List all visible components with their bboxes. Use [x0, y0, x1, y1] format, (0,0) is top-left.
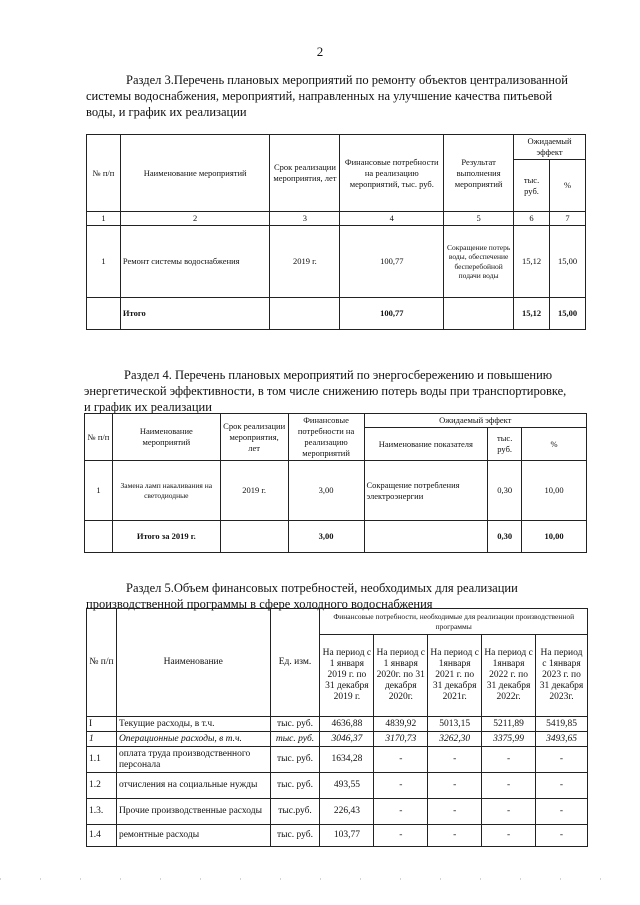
row-term: 2019 г.	[220, 461, 288, 521]
row-name: Замена ламп накаливания на светодиодные	[112, 461, 220, 521]
row-value: 3046,37	[320, 732, 374, 747]
total-label: Итого за 2019 г.	[112, 521, 220, 553]
total-row	[85, 521, 587, 553]
col-name-header: Наименование	[116, 609, 270, 717]
row-value: -	[374, 799, 428, 825]
row-num: I	[87, 717, 117, 732]
col-finance-header: Финансовые потребности на реализацию мероприятий	[288, 414, 364, 461]
row-name: Операционные расходы, в т.ч.	[116, 732, 270, 747]
row-name: Ремонт системы водоснабжения	[120, 226, 270, 298]
table-row	[87, 747, 588, 773]
row-value: -	[536, 747, 588, 773]
table-row	[87, 717, 588, 732]
row-name: оплата труда производственного персонала	[116, 747, 270, 773]
row-num: 1.1	[87, 747, 117, 773]
row-num: 1.4	[87, 825, 117, 847]
section3-heading: Раздел 3.Перечень плановых мероприятий по ремонту объектов централизованной системы водоснабжения, мероприятий, направленных на улучшение качества питьевой воды, и график их реализации	[86, 73, 568, 119]
table-row	[85, 461, 587, 521]
row-value: -	[374, 747, 428, 773]
col-term-header: Срок реализации мероприятия, лет	[270, 135, 340, 212]
colnum-cell: 3	[270, 212, 340, 226]
total-rub: 0,30	[488, 521, 522, 553]
page-number: 2	[316, 44, 324, 59]
table-row	[87, 226, 586, 298]
period-header: На период с 1января 2022 г. по 31 декабря 2022г.	[482, 635, 536, 717]
period-header: На период с 1 января 2020г. по 31 декабря 2020г.	[374, 635, 428, 717]
row-num: 1.2	[87, 773, 117, 799]
row-unit: тыс. руб.	[270, 732, 320, 747]
row-value: 226,43	[320, 799, 374, 825]
row-value: 1634,28	[320, 747, 374, 773]
row-value: 493,55	[320, 773, 374, 799]
table-row	[87, 773, 588, 799]
row-value: -	[482, 773, 536, 799]
row-value: -	[428, 825, 482, 847]
col-indicator-header: Наименование показателя	[364, 428, 488, 461]
row-num: 1	[87, 226, 121, 298]
row-value: -	[536, 799, 588, 825]
table-row	[87, 732, 588, 747]
period-header: На период с 1 января 2019 г. по 31 декабря 2019 г.	[320, 635, 374, 717]
row-unit: тыс.руб.	[270, 799, 320, 825]
total-row	[87, 298, 586, 330]
section5-table	[86, 608, 588, 847]
colnum-cell: 7	[550, 212, 586, 226]
row-finance: 100,77	[340, 226, 444, 298]
section4-table	[84, 413, 587, 553]
col-pct-header: %	[550, 160, 586, 212]
table-row	[87, 825, 588, 847]
colnum-cell: 5	[444, 212, 514, 226]
total-finance: 3,00	[288, 521, 364, 553]
col-effect-header: Ожидаемый эффект	[514, 135, 586, 160]
row-name: ремонтные расходы	[116, 825, 270, 847]
col-rub-header: тыс. руб.	[488, 428, 522, 461]
section5-heading: Раздел 5.Объем финансовых потребностей, необходимых для реализации производственной программы в сфере холодного водоснабжения	[86, 581, 518, 611]
colnum-cell: 4	[340, 212, 444, 226]
row-value: -	[536, 773, 588, 799]
row-name: Текущие расходы, в т.ч.	[116, 717, 270, 732]
row-value: -	[428, 799, 482, 825]
row-unit: тыс. руб.	[270, 825, 320, 847]
colnum-cell: 1	[87, 212, 121, 226]
row-value: 3375,99	[482, 732, 536, 747]
row-value: -	[482, 747, 536, 773]
col-effect-header: Ожидаемый эффект	[364, 414, 587, 428]
row-value: 3170,73	[374, 732, 428, 747]
total-finance: 100,77	[340, 298, 444, 330]
col-result-header: Результат выполнения мероприятий	[444, 135, 514, 212]
row-value: 4636,88	[320, 717, 374, 732]
col-term-header: Срок реализации мероприятия, лет	[220, 414, 288, 461]
row-result: Сокращение потерь воды, обеспечение бесперебойной подачи воды	[444, 226, 514, 298]
row-num: 1.3.	[87, 799, 117, 825]
row-value: -	[482, 825, 536, 847]
row-rub: 0,30	[488, 461, 522, 521]
col-num-header: № п/п	[85, 414, 113, 461]
total-pct: 15,00	[550, 298, 586, 330]
row-num: 1	[85, 461, 113, 521]
row-name: отчисления на социальные нужды	[116, 773, 270, 799]
row-value: 3493,65	[536, 732, 588, 747]
col-rub-header: тыс. руб.	[514, 160, 550, 212]
row-value: 4839,92	[374, 717, 428, 732]
total-pct: 10,00	[522, 521, 587, 553]
row-rub: 15,12	[514, 226, 550, 298]
row-unit: тыс. руб.	[270, 773, 320, 799]
colnum-cell: 6	[514, 212, 550, 226]
section3-table	[86, 134, 586, 330]
row-value: 103,77	[320, 825, 374, 847]
col-finance-header: Финансовые потребности, необходимые для реализации производственной программы	[320, 609, 588, 635]
col-num-header: № п/п	[87, 135, 121, 212]
row-unit: тыс. руб.	[270, 717, 320, 732]
total-rub: 15,12	[514, 298, 550, 330]
row-value: -	[536, 825, 588, 847]
row-value: -	[428, 747, 482, 773]
row-num: 1	[87, 732, 117, 747]
row-value: 3262,30	[428, 732, 482, 747]
row-pct: 10,00	[522, 461, 587, 521]
table-row	[87, 799, 588, 825]
scan-noise-line	[0, 878, 640, 880]
period-header: На период с 1января 2023 г. по 31 декабря 2023г.	[536, 635, 588, 717]
row-value: 5419,85	[536, 717, 588, 732]
row-term: 2019 г.	[270, 226, 340, 298]
row-value: -	[482, 799, 536, 825]
row-unit: тыс. руб.	[270, 747, 320, 773]
row-indicator: Сокращение потребления электроэнергии	[364, 461, 488, 521]
total-label: Итого	[120, 298, 270, 330]
col-name-header: Наименование мероприятий	[120, 135, 270, 212]
row-value: -	[374, 825, 428, 847]
row-value: -	[428, 773, 482, 799]
col-unit-header: Ед. изм.	[270, 609, 320, 717]
row-value: 5211,89	[482, 717, 536, 732]
row-pct: 15,00	[550, 226, 586, 298]
colnum-cell: 2	[120, 212, 270, 226]
row-value: -	[374, 773, 428, 799]
col-num-header: № п/п	[87, 609, 117, 717]
section4-heading: Раздел 4. Перечень плановых мероприятий по энергосбережению и повышению энергетической эффективности, в том числе снижению потерь воды при транспортировке, и график их реализации	[84, 368, 567, 414]
col-name-header: Наименование мероприятий	[112, 414, 220, 461]
row-value: 5013,15	[428, 717, 482, 732]
row-finance: 3,00	[288, 461, 364, 521]
period-header: На период с 1января 2021 г. по 31 декабря 2021г.	[428, 635, 482, 717]
col-pct-header: %	[522, 428, 587, 461]
col-finance-header: Финансовые потребности на реализацию мероприятий, тыс. руб.	[340, 135, 444, 212]
row-name: Прочие производственные расходы	[116, 799, 270, 825]
